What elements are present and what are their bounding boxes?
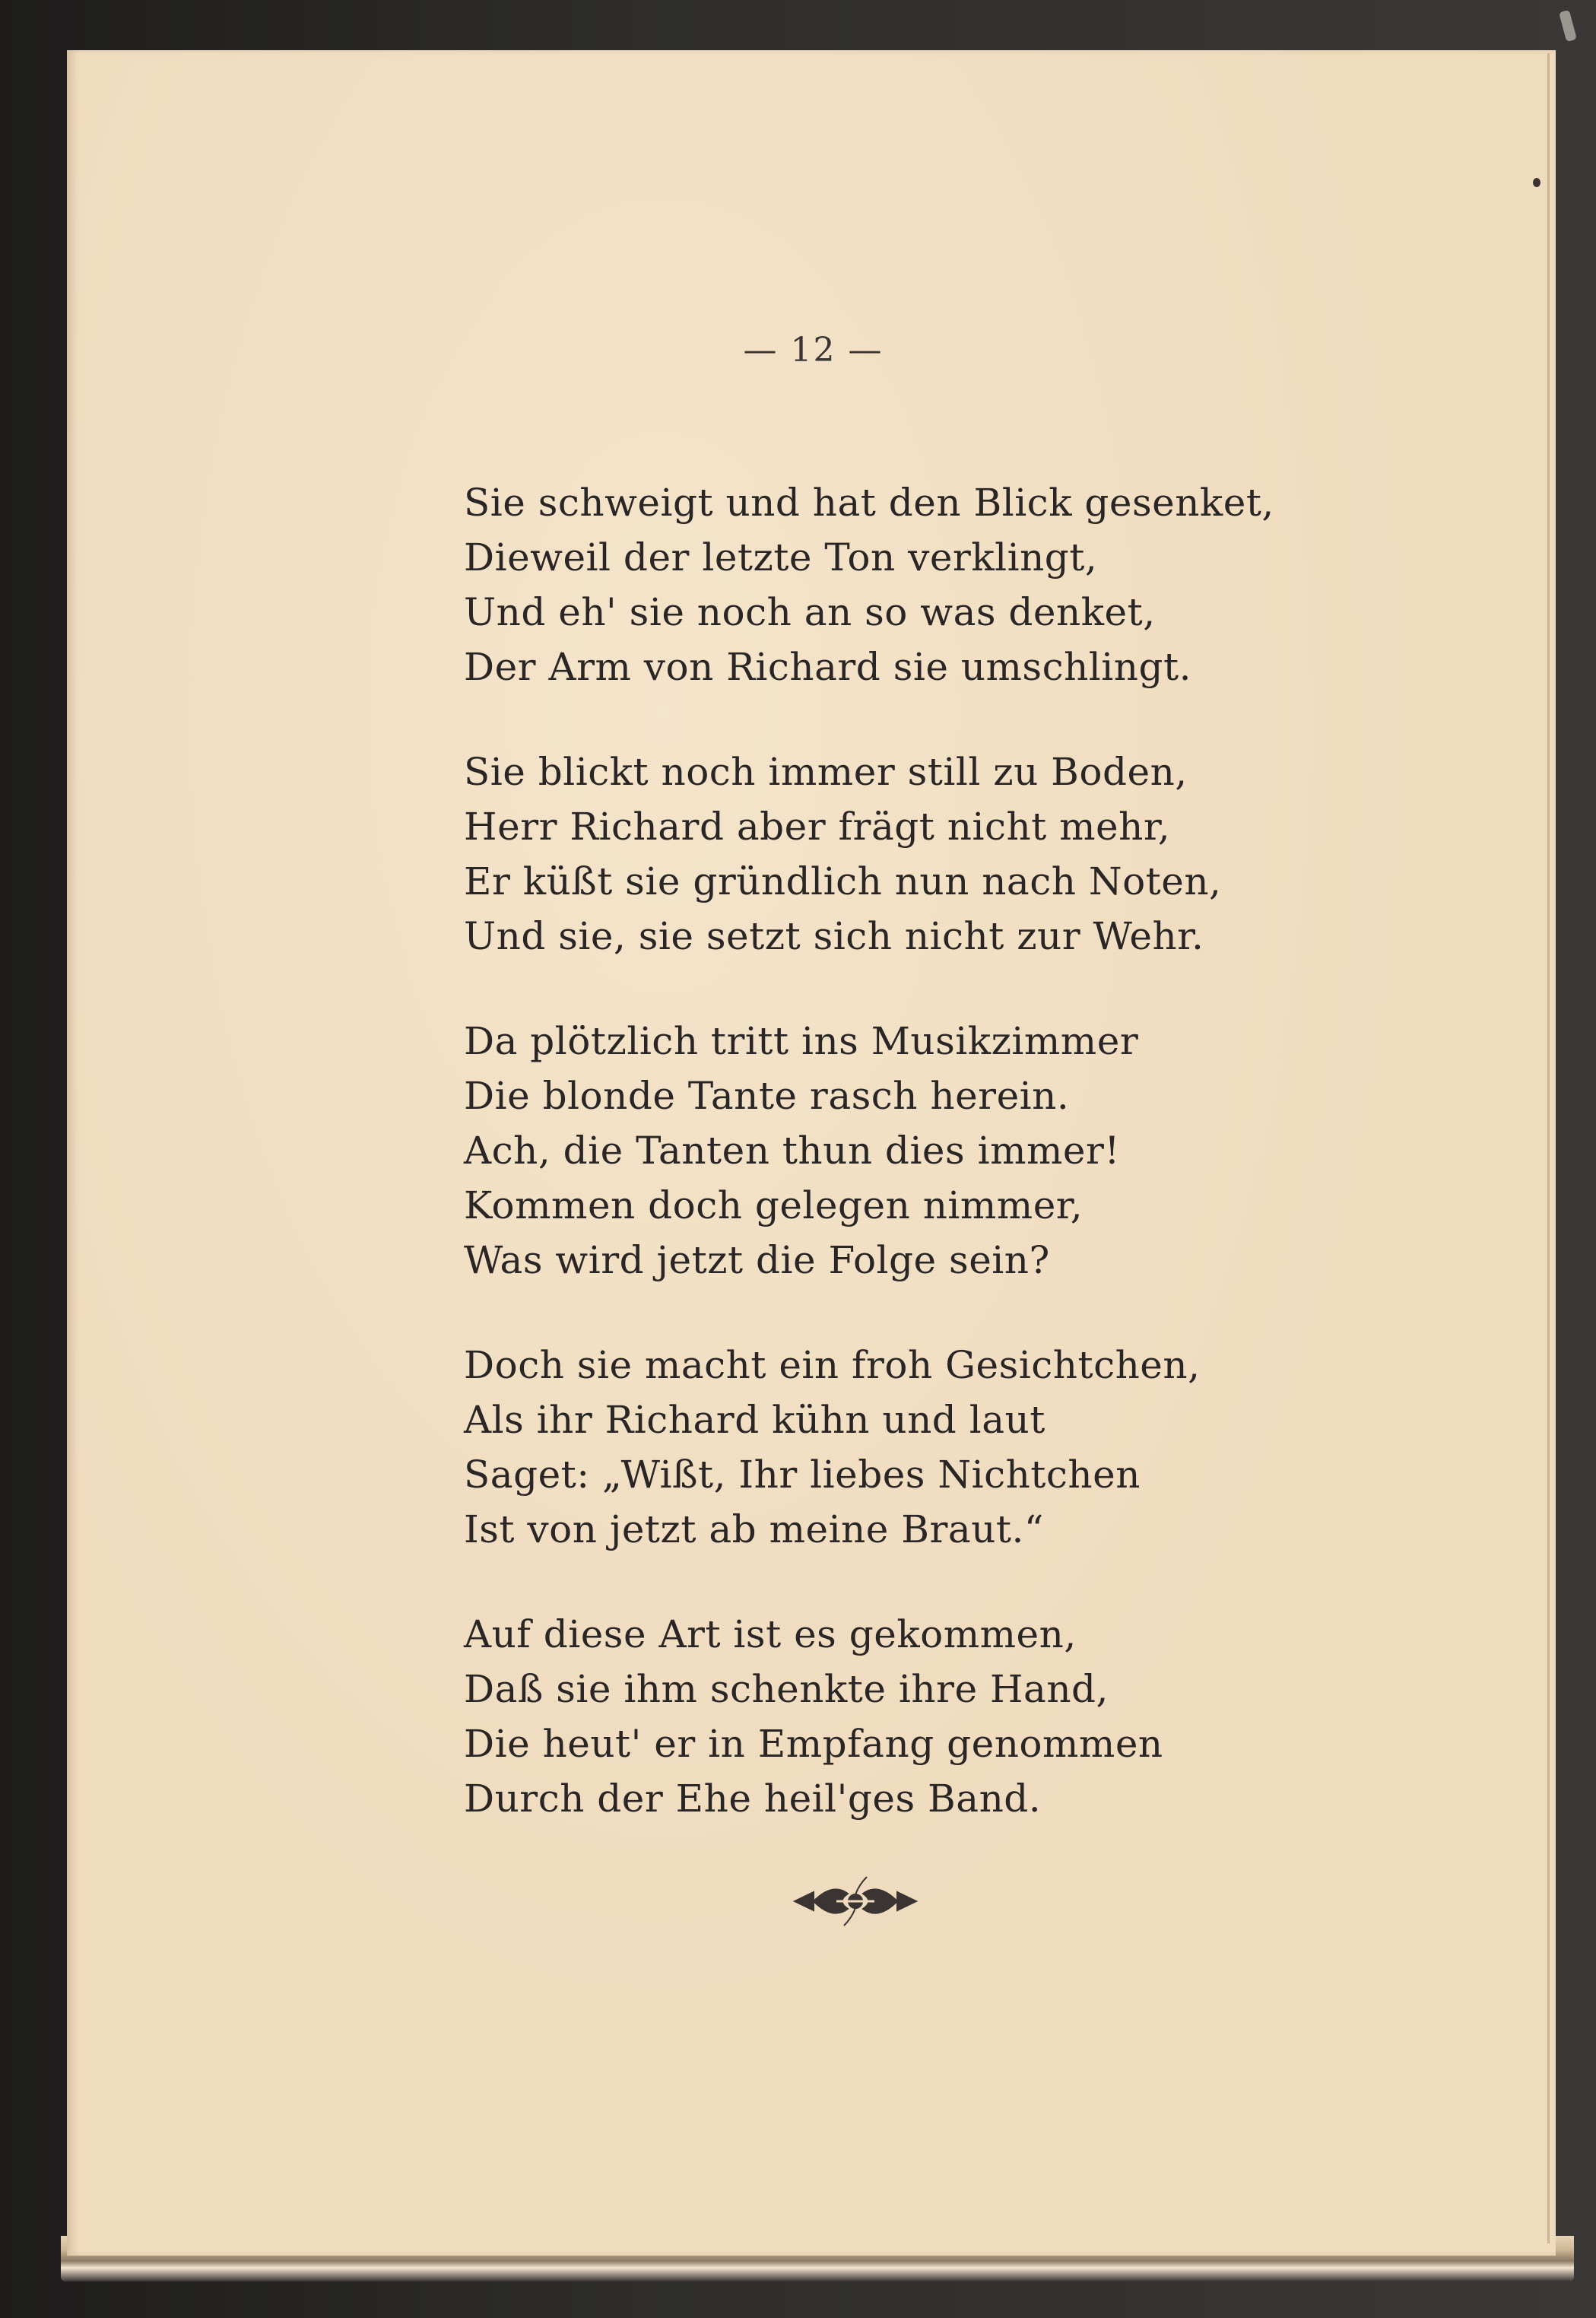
floral-vignette-icon <box>791 1871 920 1932</box>
verse-line: Ach, die Tanten thun dies immer! <box>464 1129 1120 1173</box>
verse-line: Die blonde Tante rasch herein. <box>464 1074 1070 1118</box>
verse-line: Auf diese Art ist es gekommen, <box>464 1612 1077 1656</box>
verse-line: Saget: „Wißt, Ihr liebes Nichtchen <box>464 1453 1141 1497</box>
verse-line: Als ihr Richard kühn und laut <box>464 1398 1045 1442</box>
stanza-1 <box>464 475 1300 694</box>
verse-line: Ist von jetzt ab meine Braut.“ <box>464 1507 1044 1551</box>
verse-line: Er küßt sie gründlich nun nach Noten, <box>464 859 1222 903</box>
verse-line: Sie blickt noch immer still zu Boden, <box>464 750 1188 794</box>
binding-edge <box>1547 53 1550 2243</box>
verse-line: Was wird jetzt die Folge sein? <box>464 1238 1050 1282</box>
stanza-3 <box>464 1014 1300 1288</box>
poem-body <box>464 475 1300 1876</box>
verse-line: Dieweil der letzte Ton verklingt, <box>464 535 1098 580</box>
verse-line: Und eh' sie noch an so was denket, <box>464 590 1156 634</box>
verse-line: Und sie, sie setzt sich nicht zur Wehr. <box>464 914 1204 958</box>
verse-line: Durch der Ehe heil'ges Band. <box>464 1777 1042 1821</box>
verse-line: Kommen doch gelegen nimmer, <box>464 1183 1084 1227</box>
stanza-2 <box>464 745 1300 964</box>
verse-line: Herr Richard aber frägt nicht mehr, <box>464 805 1171 849</box>
verse-line: Daß sie ihm schenkte ihre Hand, <box>464 1667 1109 1711</box>
stanza-5 <box>464 1607 1300 1826</box>
verse-line: Da plötzlich tritt ins Musikzimmer <box>464 1019 1139 1063</box>
page-number: — 12 — <box>743 331 884 370</box>
verse-line: Die heut' er in Empfang genommen <box>464 1722 1163 1766</box>
verse-line: Sie schweigt und hat den Blick gesenket, <box>464 481 1274 525</box>
verse-line: Der Arm von Richard sie umschlingt. <box>464 645 1191 689</box>
margin-dot <box>1533 178 1540 187</box>
stanza-4 <box>464 1338 1300 1557</box>
verse-line: Doch sie macht ein froh Gesichtchen, <box>464 1343 1201 1387</box>
